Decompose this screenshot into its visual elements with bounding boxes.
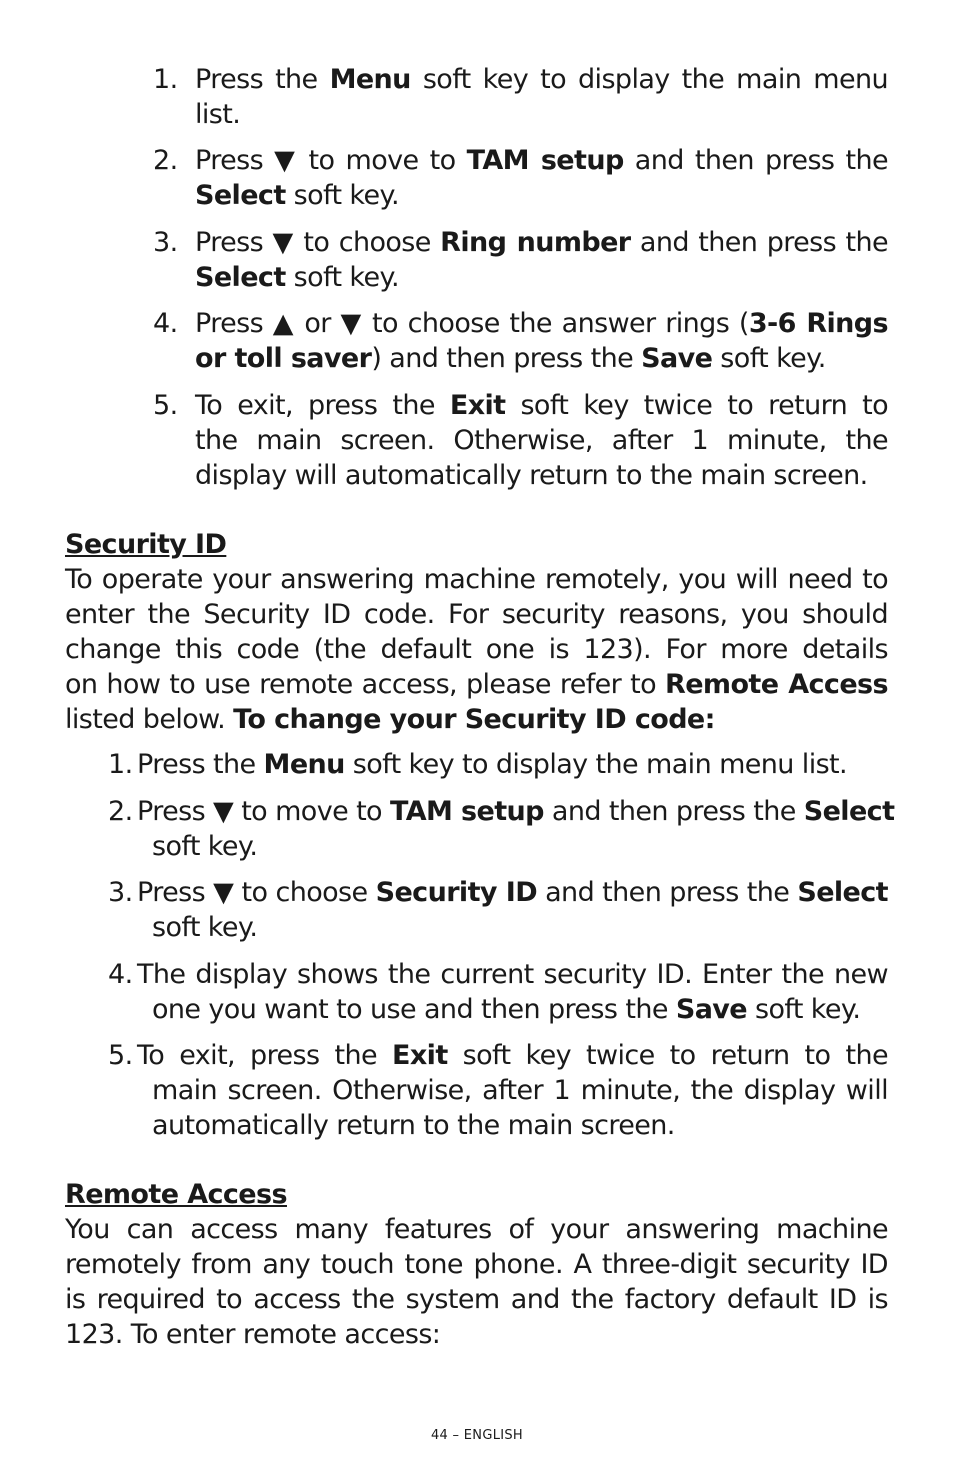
bold-term: Save — [675, 994, 748, 1025]
step-line — [137, 875, 888, 910]
step-number: 4. — [108, 959, 133, 990]
text-run: soft key to display the main menu list. — [344, 749, 848, 780]
text-run: soft key twice to return to — [505, 390, 889, 421]
step-line — [137, 794, 895, 829]
step-line — [152, 1073, 888, 1108]
text-run: Press ▼ to choose — [137, 877, 376, 908]
step-line — [137, 1038, 888, 1073]
step-number: 1. — [153, 64, 178, 95]
bold-term: TAM setup — [466, 145, 624, 176]
text-run: soft key. — [152, 831, 258, 862]
step-number: 3. — [108, 877, 133, 908]
step-line — [195, 388, 888, 423]
text-run: is required to access the system and the factory default ID is — [65, 1284, 888, 1315]
text-run: the main screen. Otherwise, after 1 minute, the — [195, 425, 888, 456]
text-run: Press ▼ to move to — [195, 145, 467, 176]
step-number: 5. — [153, 390, 178, 421]
bold-term: Remote Access — [665, 669, 888, 700]
paragraph-line — [65, 597, 888, 632]
step-number: 1. — [108, 749, 133, 780]
text-run: listed below. — [65, 704, 234, 735]
bold-term: To change your Security ID code: — [233, 704, 715, 735]
bold-term: Select — [195, 262, 286, 293]
text-run: soft key. — [285, 262, 400, 293]
text-run: To operate your answering machine remotely, you will need to — [65, 564, 888, 595]
paragraph-line — [65, 1212, 888, 1247]
bold-term: Exit — [392, 1040, 448, 1071]
bold-term: Select — [803, 796, 895, 827]
step-line — [195, 341, 888, 376]
text-run: 123. To enter remote access: — [65, 1319, 441, 1350]
text-run: soft key. — [285, 180, 400, 211]
text-run: one you want to use and then press the — [152, 994, 676, 1025]
bold-term: Security ID — [375, 877, 538, 908]
paragraph-line — [65, 1317, 888, 1352]
text-run: Press ▼ to choose — [195, 227, 441, 258]
paragraph-line — [65, 702, 888, 737]
bold-term: Select — [195, 180, 286, 211]
text-run: and then press the — [537, 877, 798, 908]
text-run: main screen. Otherwise, after 1 minute, the display will — [152, 1075, 888, 1106]
step-line — [195, 423, 888, 458]
paragraph-line — [65, 667, 888, 702]
bold-term: Menu — [263, 749, 345, 780]
text-run: remotely from any touch tone phone. A three-digit security ID — [65, 1249, 888, 1280]
bold-term: Save — [641, 343, 713, 374]
text-run: To exit, press the — [137, 1040, 393, 1071]
text-run: ) and then press the — [371, 343, 642, 374]
step-line — [195, 225, 888, 260]
text-run: The display shows the current security ID. Enter the new — [137, 959, 888, 990]
step-number: 2. — [108, 796, 133, 827]
step-line — [152, 829, 888, 864]
bold-term: Select — [797, 877, 888, 908]
text-run: and then press the — [630, 227, 888, 258]
text-run: soft key. — [712, 343, 826, 374]
bold-term: 3-6 Rings — [748, 308, 888, 339]
paragraph-line — [65, 562, 888, 597]
step-line — [195, 260, 888, 295]
paragraph-line — [65, 632, 888, 667]
text-run: and then press the — [623, 145, 888, 176]
step-number: 5. — [108, 1040, 133, 1071]
text-run: You can access many features of your answering machine — [65, 1214, 888, 1245]
step-line — [152, 992, 888, 1027]
step-number: 2. — [153, 145, 178, 176]
step-line — [195, 143, 888, 178]
step-line — [195, 458, 888, 493]
step-number: 3. — [153, 227, 178, 258]
bold-term: TAM setup — [389, 796, 544, 827]
step-number: 4. — [153, 308, 178, 339]
text-run: Press the — [195, 64, 330, 95]
bold-term: Exit — [449, 390, 506, 421]
step-line — [137, 747, 888, 782]
step-line — [195, 178, 888, 213]
bold-term: Ring number — [440, 227, 631, 258]
text-run: change this code (the default one is 123). For more details — [65, 634, 888, 665]
paragraph-line — [65, 1247, 888, 1282]
text-run: enter the Security ID code. For security reasons, you should — [65, 599, 888, 630]
text-run: Press the — [137, 749, 264, 780]
bold-term: or toll saver — [195, 343, 372, 374]
text-run: Press ▼ to move to — [137, 796, 390, 827]
text-run: on how to use remote access, please refer to — [65, 669, 666, 700]
step-line — [195, 62, 888, 97]
paragraph-line — [65, 1282, 888, 1317]
section-heading: Remote Access — [65, 1179, 287, 1210]
page-footer: 44 – ENGLISH — [430, 1428, 524, 1443]
step-line — [137, 957, 888, 992]
text-run: Press ▲ or ▼ to choose the answer rings ( — [195, 308, 749, 339]
text-run: To exit, press the — [195, 390, 450, 421]
step-line — [195, 97, 888, 132]
text-run: soft key twice to return to the — [447, 1040, 888, 1071]
text-run: soft key. — [747, 994, 861, 1025]
section-heading: Security ID — [65, 529, 227, 560]
step-line — [152, 1108, 888, 1143]
step-line — [152, 910, 888, 945]
text-run: soft key to display the main menu — [410, 64, 888, 95]
step-line — [195, 306, 888, 341]
text-run: list. — [195, 99, 241, 130]
bold-term: Menu — [329, 64, 411, 95]
text-run: and then press the — [543, 796, 804, 827]
text-run: automatically return to the main screen. — [152, 1110, 675, 1141]
text-run: soft key. — [152, 912, 258, 943]
text-run: display will automatically return to the main screen. — [195, 460, 868, 491]
